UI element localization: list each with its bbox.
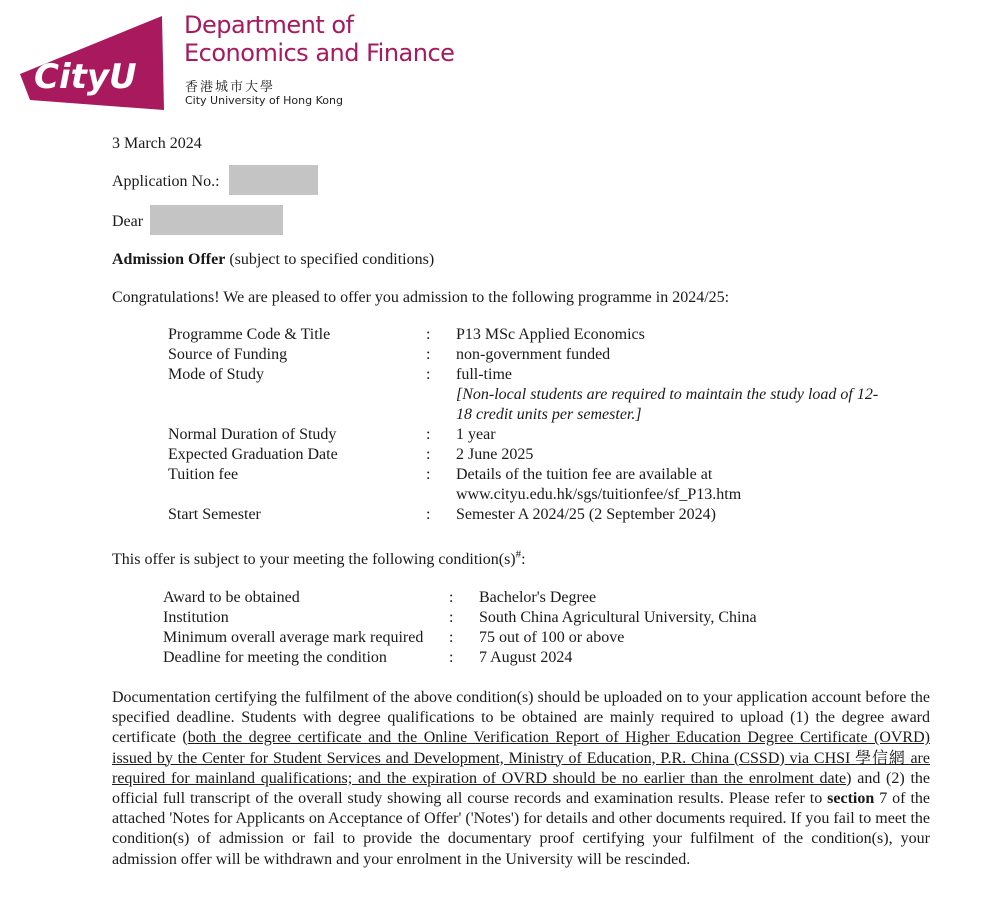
row-value xyxy=(456,365,878,425)
salutation: Dear xyxy=(112,213,144,230)
offer-subtitle: (subject to specified conditions) xyxy=(229,251,435,268)
row-colon: : xyxy=(449,649,454,666)
application-no-label: Application No.: xyxy=(112,173,220,190)
mode-value: full-time xyxy=(456,366,512,383)
row-label: Award to be obtained xyxy=(163,589,300,606)
row-label: Tuition fee xyxy=(168,466,239,483)
conditions-intro-text: This offer is subject to your meeting the following condition(s) xyxy=(112,551,516,568)
row-colon: : xyxy=(426,466,431,483)
documentation-text-part1: Documentation certifying the fulfilment of the above condition(s) should be uploaded on to your application account before the specified deadline. Students with degree qualifications to be obtained are mainly required to upload (1) the degree award certificate ( xyxy=(112,689,930,747)
row-label: Deadline for meeting the condition xyxy=(163,649,387,666)
row-value: P13 MSc Applied Economics xyxy=(456,326,645,343)
cityu-logo xyxy=(12,14,172,114)
programme-row-funding xyxy=(168,345,878,365)
row-value: 1 year xyxy=(456,426,496,443)
programme-row-duration xyxy=(168,425,878,445)
offer-heading xyxy=(112,250,434,270)
conditions-intro xyxy=(112,550,526,570)
programme-row-mode xyxy=(168,365,878,425)
row-colon: : xyxy=(426,506,431,523)
tuition-value-line1: Details of the tuition fee are available at xyxy=(456,466,713,483)
row-value: 7 August 2024 xyxy=(479,649,573,666)
row-label: Minimum overall average mark required xyxy=(163,629,424,646)
row-value: 2 June 2025 xyxy=(456,446,534,463)
condition-row-deadline xyxy=(163,648,757,668)
row-value: South China Agricultural University, China xyxy=(479,609,757,626)
condition-row-institution xyxy=(163,608,757,628)
row-label: Normal Duration of Study xyxy=(168,426,337,443)
svg-text:CityU: CityU xyxy=(34,57,137,97)
tuition-url: www.cityu.edu.hk/sgs/tuitionfee/sf_P13.htm xyxy=(456,486,742,503)
condition-row-award xyxy=(163,588,757,608)
letter-date: 3 March 2024 xyxy=(112,135,202,152)
row-colon: : xyxy=(426,426,431,443)
row-value: Bachelor's Degree xyxy=(479,589,597,606)
programme-row-code xyxy=(168,325,878,345)
condition-row-min-mark xyxy=(163,628,757,648)
row-value: non-government funded xyxy=(456,346,611,363)
row-colon: : xyxy=(426,326,431,343)
university-name-english: City University of Hong Kong xyxy=(185,94,343,107)
documentation-paragraph xyxy=(112,688,930,870)
row-value xyxy=(456,465,878,505)
university-name-chinese: 香港城市大學 xyxy=(185,80,276,95)
row-colon: : xyxy=(426,346,431,363)
programme-details-table xyxy=(168,325,878,525)
department-name-line1: Department of xyxy=(184,11,354,39)
cityu-logo-graphic xyxy=(12,14,172,114)
offer-title: Admission Offer xyxy=(112,251,226,268)
row-colon: : xyxy=(449,629,454,646)
documentation-bold-section: section xyxy=(827,790,875,808)
documentation-text-part3: 7 of the attached 'Notes for Applicants on Acceptance of Offer' ('Notes') for details and other documents required. If you fail to meet the condition(s) of admission or fail to provide the documentary proof certifying your fulfilment of the condition(s), your admission offer will be withdrawn and your enrolment in the University will be rescinded. xyxy=(112,790,931,868)
row-label: Start Semester xyxy=(168,506,261,523)
row-label: Institution xyxy=(163,609,229,626)
row-label: Mode of Study xyxy=(168,366,264,383)
department-name-line2: Economics and Finance xyxy=(184,39,455,67)
conditions-table xyxy=(163,588,757,668)
row-label: Source of Funding xyxy=(168,346,288,363)
row-label: Expected Graduation Date xyxy=(168,446,338,463)
row-label: Programme Code & Title xyxy=(168,326,331,343)
row-colon: : xyxy=(449,609,454,626)
programme-row-graduation xyxy=(168,445,878,465)
conditions-intro-sup: # xyxy=(515,548,522,561)
programme-row-start xyxy=(168,505,878,525)
redacted-name xyxy=(150,205,283,235)
congratulations-text: Congratulations! We are pleased to offer you admission to the following programme in 2024/25: xyxy=(112,289,730,306)
row-value: Semester A 2024/25 (2 September 2024) xyxy=(456,506,716,523)
documentation-text-part2: ) and (2) the official full transcript of the overall study showing all course records and examination results. Please refer to xyxy=(112,769,930,808)
row-value: 75 out of 100 or above xyxy=(479,629,625,646)
row-colon: : xyxy=(449,589,454,606)
programme-row-tuition xyxy=(168,465,878,505)
conditions-intro-end: : xyxy=(521,551,526,568)
row-colon: : xyxy=(426,366,431,383)
documentation-underlined-text: both the degree certificate and the Online Verification Report of Higher Education Degree Certificate (OVRD) issued by the Center for Student Services and Development, Ministry of Education, P.R. China (CSSD) via CHSI 學信網 are required for mainland qualifications; and the expiration of OVRD should be no earlier than the enrolment date xyxy=(112,729,930,787)
mode-note-line2: 18 credit units per semester.] xyxy=(456,406,642,423)
mode-note-line1: [Non-local students are required to maintain the study load of 12- xyxy=(456,386,879,403)
redacted-application-no xyxy=(229,165,318,195)
row-colon: : xyxy=(426,446,431,463)
